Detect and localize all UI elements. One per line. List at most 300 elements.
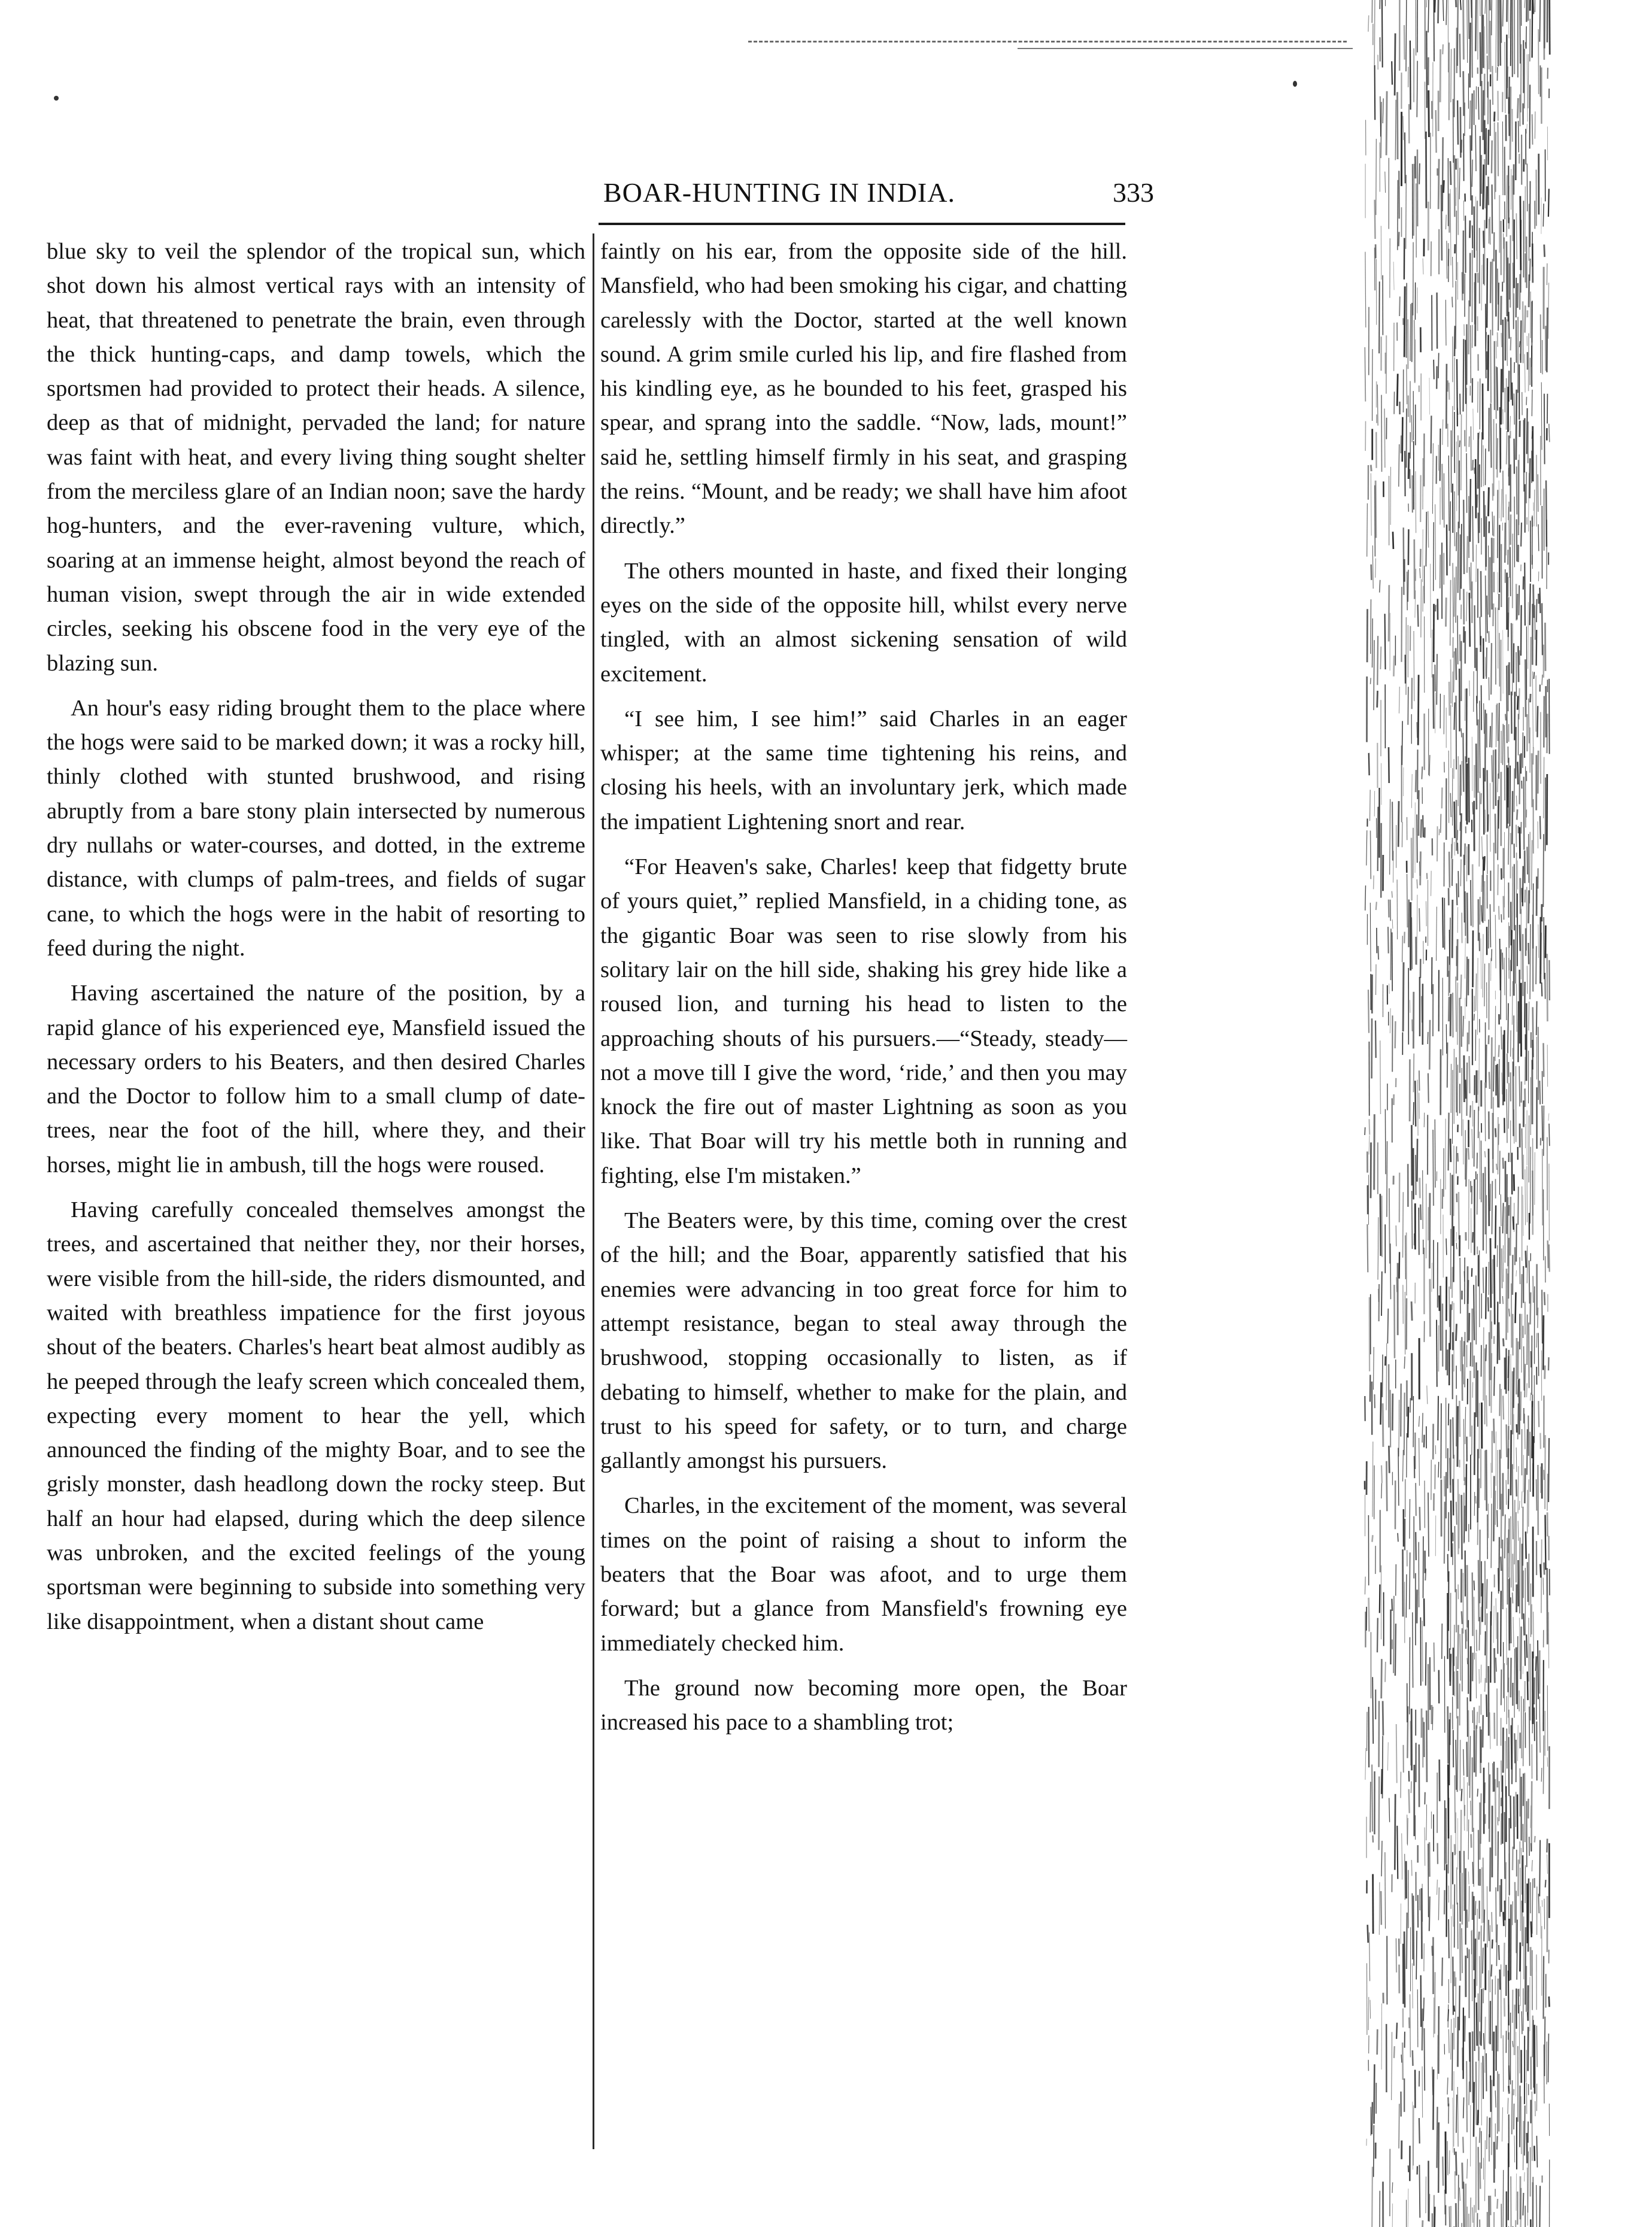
edge-stroke [1411, 838, 1412, 901]
edge-stroke [1377, 384, 1378, 426]
edge-stroke [1538, 924, 1539, 958]
edge-stroke [1424, 1943, 1425, 1971]
edge-stroke [1377, 1618, 1378, 1653]
edge-stroke [1392, 2204, 1393, 2227]
edge-stroke [1450, 580, 1451, 646]
edge-stroke [1539, 2186, 1540, 2227]
edge-stroke [1490, 21, 1491, 72]
column-divider [593, 233, 594, 2149]
edge-stroke [1517, 762, 1518, 785]
edge-stroke [1518, 1466, 1519, 1513]
edge-stroke [1442, 788, 1443, 809]
edge-stroke [1491, 1353, 1492, 1413]
edge-stroke [1467, 536, 1468, 572]
edge-stroke [1525, 890, 1526, 902]
edge-stroke [1463, 71, 1464, 116]
edge-stroke [1394, 1285, 1395, 1358]
edge-stroke [1457, 101, 1458, 145]
edge-stroke [1521, 605, 1522, 656]
edge-stroke [1479, 465, 1480, 533]
edge-stroke [1530, 1392, 1531, 1400]
edge-stroke [1405, 1236, 1406, 1279]
edge-stroke [1475, 1938, 1476, 1997]
edge-stroke [1534, 2146, 1535, 2161]
edge-stroke [1463, 2098, 1464, 2119]
edge-stroke [1516, 1224, 1517, 1262]
edge-stroke [1479, 933, 1480, 951]
edge-stroke [1505, 714, 1506, 721]
edge-stroke [1381, 1272, 1382, 1316]
edge-stroke [1416, 1931, 1417, 1979]
edge-stroke [1444, 1476, 1445, 1497]
edge-stroke [1461, 1810, 1462, 1873]
edge-stroke [1503, 320, 1504, 393]
edge-stroke [1549, 424, 1550, 442]
edge-stroke [1377, 636, 1378, 685]
edge-stroke [1508, 1238, 1509, 1299]
edge-stroke [1370, 2000, 1371, 2019]
edge-stroke [1503, 471, 1504, 517]
edge-stroke [1501, 1761, 1502, 1792]
edge-stroke [1509, 1205, 1510, 1216]
edge-stroke [1472, 325, 1473, 348]
edge-stroke [1426, 901, 1427, 926]
edge-stroke [1438, 0, 1439, 23]
edge-stroke [1412, 1894, 1413, 1960]
edge-stroke [1521, 320, 1522, 363]
edge-stroke [1548, 2034, 1549, 2083]
edge-stroke [1454, 702, 1455, 730]
edge-stroke [1392, 802, 1393, 860]
edge-stroke [1435, 693, 1436, 733]
edge-stroke [1511, 930, 1512, 971]
edge-stroke [1528, 54, 1529, 108]
edge-stroke [1393, 1596, 1394, 1673]
edge-stroke [1508, 826, 1509, 865]
edge-stroke [1544, 1899, 1545, 1929]
edge-stroke [1490, 1238, 1491, 1307]
edge-stroke [1380, 647, 1381, 669]
edge-stroke [1382, 1355, 1383, 1397]
edge-stroke [1402, 2043, 1403, 2080]
edge-stroke [1452, 1301, 1453, 1310]
edge-stroke [1521, 220, 1522, 293]
edge-stroke [1464, 1777, 1465, 1831]
edge-stroke [1450, 189, 1451, 266]
edge-stroke [1483, 1858, 1484, 1923]
edge-stroke [1508, 758, 1509, 824]
edge-stroke [1457, 1406, 1458, 1467]
edge-stroke [1449, 1287, 1450, 1327]
edge-stroke [1514, 1500, 1515, 1564]
edge-stroke [1518, 1380, 1519, 1397]
edge-stroke [1538, 1027, 1539, 1100]
edge-stroke [1467, 1910, 1468, 1928]
edge-stroke [1456, 1243, 1457, 1249]
edge-stroke [1477, 1789, 1478, 1797]
edge-stroke [1478, 1994, 1479, 2061]
edge-stroke [1396, 2023, 1397, 2039]
edge-stroke [1412, 1191, 1413, 1249]
edge-stroke [1501, 914, 1502, 923]
edge-stroke [1491, 1463, 1492, 1498]
edge-stroke [1472, 506, 1473, 562]
edge-stroke [1399, 1252, 1400, 1278]
edge-stroke [1381, 1466, 1382, 1483]
edge-stroke [1479, 432, 1480, 439]
edge-stroke [1385, 1852, 1386, 1929]
edge-stroke [1458, 871, 1459, 897]
edge-stroke [1488, 1297, 1489, 1312]
edge-stroke [1500, 407, 1501, 472]
edge-stroke [1407, 1706, 1408, 1758]
edge-stroke [1483, 2056, 1484, 2099]
edge-stroke [1474, 1110, 1475, 1167]
edge-stroke [1457, 843, 1458, 854]
edge-stroke [1413, 1896, 1414, 1966]
edge-stroke [1389, 1188, 1390, 1264]
edge-stroke [1372, 545, 1373, 588]
edge-stroke [1385, 614, 1386, 669]
edge-stroke [1457, 1671, 1458, 1709]
edge-stroke [1418, 605, 1419, 627]
edge-stroke [1404, 1931, 1405, 2007]
edge-stroke [1527, 2133, 1528, 2164]
edge-stroke [1452, 672, 1453, 707]
edge-stroke [1465, 1407, 1466, 1444]
edge-stroke [1375, 1021, 1376, 1058]
edge-stroke [1510, 1197, 1511, 1255]
edge-stroke [1374, 2064, 1375, 2123]
page-number: 333 [1113, 177, 1154, 208]
edge-stroke [1460, 859, 1461, 886]
edge-stroke [1492, 1940, 1493, 1949]
edge-stroke [1524, 1346, 1525, 1391]
edge-stroke [1456, 1656, 1457, 1719]
edge-stroke [1521, 1627, 1522, 1679]
edge-stroke [1413, 2105, 1414, 2166]
edge-stroke [1396, 1938, 1397, 1973]
edge-stroke [1387, 1742, 1388, 1770]
edge-stroke [1542, 1071, 1543, 1104]
edge-stroke [1426, 0, 1427, 7]
edge-stroke [1466, 2061, 1467, 2132]
edge-stroke [1529, 1261, 1530, 1304]
edge-stroke [1503, 724, 1504, 765]
edge-stroke [1396, 1277, 1397, 1292]
edge-stroke [1444, 1502, 1445, 1564]
edge-stroke [1490, 2076, 1491, 2112]
edge-stroke [1505, 1862, 1506, 1937]
edge-stroke [1419, 163, 1420, 184]
edge-stroke [1509, 1309, 1510, 1316]
edge-stroke [1473, 930, 1474, 987]
edge-stroke [1385, 172, 1386, 193]
edge-stroke [1500, 1970, 1501, 1990]
edge-stroke [1502, 952, 1503, 969]
edge-stroke [1421, 579, 1422, 637]
paragraph: An hour's easy riding brought them to the place where the hogs were said to be marked down; it was a rocky hill, thinly clothed with stunted brushwood, and rising abruptly from a bare stony plain intersected by numerous dry nullahs or water-courses, and dotted, in the extreme distance, with clumps of palm-trees, and fields of sugar cane, to which the hogs were in the habit of resorting to feed during the night. [47, 695, 585, 961]
edge-stroke [1401, 2055, 1402, 2063]
edge-stroke [1547, 1855, 1548, 1874]
edge-stroke [1541, 1768, 1542, 1782]
edge-stroke [1404, 1357, 1405, 1369]
edge-stroke [1517, 283, 1518, 308]
edge-stroke [1437, 2107, 1438, 2168]
edge-stroke [1395, 1624, 1396, 1676]
edge-stroke [1442, 1624, 1443, 1659]
edge-stroke [1392, 2182, 1393, 2193]
edge-stroke [1461, 814, 1462, 857]
edge-stroke [1476, 1725, 1477, 1777]
edge-stroke [1428, 511, 1429, 548]
edge-stroke [1448, 997, 1449, 1021]
edge-stroke [1503, 1339, 1504, 1346]
edge-stroke [1469, 1056, 1470, 1093]
edge-stroke [1423, 1998, 1424, 2021]
edge-stroke [1470, 23, 1471, 88]
edge-stroke [1474, 468, 1475, 474]
edge-stroke [1390, 1243, 1391, 1299]
edge-stroke [1420, 549, 1421, 567]
edge-stroke [1468, 1819, 1469, 1859]
edge-stroke [1547, 1757, 1548, 1767]
edge-stroke [1496, 1925, 1497, 1967]
edge-stroke [1456, 1502, 1457, 1525]
edge-stroke [1547, 1568, 1548, 1645]
edge-stroke [1519, 688, 1520, 720]
edge-stroke [1528, 2027, 1529, 2071]
edge-stroke [1422, 2008, 1423, 2050]
edge-stroke [1532, 1879, 1533, 1934]
edge-stroke [1397, 374, 1398, 406]
edge-stroke [1501, 1027, 1502, 1049]
edge-stroke [1538, 1401, 1539, 1427]
edge-stroke [1419, 2118, 1420, 2144]
edge-stroke [1513, 263, 1514, 329]
edge-stroke [1456, 1324, 1457, 1341]
edge-stroke [1519, 1501, 1520, 1510]
edge-stroke [1497, 2199, 1498, 2208]
edge-stroke [1459, 1494, 1460, 1549]
edge-stroke [1485, 1678, 1486, 1692]
edge-stroke [1495, 2091, 1496, 2107]
edge-stroke [1440, 429, 1441, 481]
edge-stroke [1475, 1030, 1476, 1061]
edge-stroke [1522, 1128, 1523, 1179]
edge-stroke [1407, 874, 1408, 927]
edge-stroke [1449, 383, 1450, 400]
edge-stroke [1448, 1798, 1449, 1873]
edge-stroke [1483, 230, 1484, 248]
header-rule [599, 223, 1125, 225]
edge-stroke [1467, 2159, 1468, 2179]
edge-stroke [1372, 349, 1373, 421]
edge-stroke [1411, 1125, 1412, 1185]
edge-stroke [1408, 529, 1409, 565]
edge-stroke [1408, 2165, 1409, 2172]
edge-stroke [1519, 650, 1520, 665]
edge-stroke [1409, 1771, 1410, 1782]
edge-stroke [1502, 122, 1503, 195]
edge-stroke [1446, 0, 1447, 25]
edge-stroke [1367, 1224, 1368, 1272]
edge-stroke [1428, 1073, 1429, 1103]
edge-stroke [1422, 1413, 1423, 1443]
edge-stroke [1410, 1398, 1411, 1412]
edge-stroke [1422, 2067, 1423, 2118]
edge-stroke [1516, 278, 1517, 317]
edge-stroke [1501, 489, 1502, 521]
edge-stroke [1485, 809, 1486, 833]
edge-stroke [1380, 96, 1381, 136]
edge-stroke [1381, 1196, 1382, 1257]
edge-stroke [1530, 1292, 1531, 1325]
edge-stroke [1527, 54, 1528, 122]
edge-stroke [1448, 751, 1449, 823]
edge-stroke [1485, 0, 1486, 14]
edge-stroke [1473, 409, 1474, 440]
edge-stroke [1496, 1164, 1497, 1170]
edge-stroke [1470, 479, 1471, 542]
edge-stroke [1412, 1964, 1413, 2008]
edge-stroke [1521, 523, 1522, 547]
edge-stroke [1367, 503, 1368, 557]
edge-stroke [1470, 2198, 1471, 2227]
edge-stroke [1486, 1395, 1487, 1427]
edge-stroke [1510, 416, 1511, 430]
edge-stroke [1408, 453, 1409, 479]
edge-stroke [1536, 1333, 1537, 1348]
edge-stroke [1467, 0, 1468, 63]
edge-stroke [1396, 1724, 1397, 1783]
edge-stroke [1545, 326, 1546, 371]
edge-stroke [1409, 2017, 1410, 2028]
edge-stroke [1478, 512, 1479, 543]
edge-stroke [1432, 1707, 1433, 1730]
edge-stroke [1508, 1083, 1509, 1128]
edge-stroke [1461, 414, 1462, 490]
edge-stroke [1497, 1510, 1498, 1527]
edge-stroke [1464, 1851, 1465, 1911]
edge-stroke [1491, 1964, 1492, 1976]
edge-stroke [1435, 504, 1436, 579]
edge-stroke [1508, 507, 1509, 520]
edge-stroke [1472, 460, 1473, 471]
edge-stroke [1428, 1207, 1429, 1240]
edge-stroke [1375, 559, 1376, 578]
edge-stroke [1509, 2065, 1510, 2080]
edge-stroke [1516, 1648, 1517, 1704]
edge-stroke [1540, 816, 1541, 839]
edge-stroke [1502, 2107, 1503, 2141]
edge-stroke [1419, 908, 1420, 932]
edge-stroke [1516, 390, 1517, 460]
edge-stroke [1499, 1384, 1500, 1416]
edge-stroke [1509, 502, 1510, 578]
edge-stroke [1512, 2080, 1513, 2134]
edge-stroke [1389, 1798, 1390, 1822]
edge-stroke [1483, 90, 1484, 140]
edge-stroke [1484, 964, 1485, 1006]
edge-stroke [1419, 1438, 1420, 1486]
edge-stroke [1429, 755, 1430, 776]
edge-stroke [1488, 130, 1489, 165]
edge-stroke [1496, 341, 1497, 359]
edge-stroke [1489, 1332, 1490, 1406]
edge-stroke [1411, 917, 1412, 969]
edge-stroke [1463, 339, 1464, 411]
edge-stroke [1532, 114, 1533, 145]
edge-stroke [1419, 1416, 1420, 1427]
edge-stroke [1480, 2162, 1481, 2189]
edge-stroke [1456, 1232, 1457, 1242]
edge-stroke [1456, 2095, 1457, 2133]
edge-stroke [1417, 1989, 1418, 2047]
edge-stroke [1384, 409, 1385, 468]
edge-stroke [1485, 1082, 1486, 1141]
edge-stroke [1524, 1613, 1525, 1636]
edge-stroke [1465, 1080, 1466, 1099]
edge-stroke [1415, 1081, 1416, 1126]
edge-stroke [1403, 1549, 1404, 1616]
edge-stroke [1538, 524, 1539, 551]
edge-stroke [1440, 49, 1441, 102]
edge-stroke [1495, 814, 1496, 853]
edge-stroke [1536, 2185, 1537, 2227]
edge-stroke [1494, 1367, 1495, 1396]
edge-stroke [1513, 1617, 1514, 1647]
edge-stroke [1385, 1109, 1386, 1175]
edge-stroke [1373, 1874, 1374, 1934]
edge-stroke [1368, 1997, 1369, 2030]
edge-stroke [1421, 820, 1422, 838]
edge-stroke [1450, 1304, 1451, 1350]
edge-stroke [1476, 1653, 1477, 1698]
edge-stroke [1415, 339, 1416, 382]
edge-stroke [1457, 2017, 1458, 2067]
edge-stroke [1372, 1442, 1373, 1517]
edge-stroke [1544, 0, 1545, 48]
edge-stroke [1393, 656, 1394, 676]
edge-stroke [1465, 340, 1466, 404]
edge-stroke [1376, 139, 1377, 215]
edge-stroke [1520, 878, 1521, 914]
edge-stroke [1454, 1775, 1455, 1833]
edge-stroke [1419, 1070, 1420, 1091]
edge-stroke [1457, 0, 1458, 66]
edge-stroke [1466, 957, 1467, 1006]
edge-stroke [1523, 2121, 1524, 2170]
edge-stroke [1491, 403, 1492, 468]
edge-stroke [1483, 15, 1484, 68]
edge-stroke [1406, 0, 1407, 71]
edge-stroke [1489, 1072, 1490, 1089]
edge-stroke [1419, 2165, 1420, 2217]
edge-stroke [1377, 691, 1378, 708]
edge-stroke [1457, 2087, 1458, 2147]
edge-stroke [1404, 1392, 1405, 1455]
edge-stroke [1538, 1894, 1539, 1913]
edge-stroke [1479, 1932, 1480, 1940]
edge-stroke [1463, 500, 1464, 574]
edge-stroke [1467, 1658, 1468, 1664]
edge-stroke [1410, 41, 1411, 110]
edge-stroke [1446, 215, 1447, 230]
edge-stroke [1477, 958, 1478, 1035]
edge-stroke [1549, 1997, 1550, 2007]
edge-stroke [1516, 320, 1517, 363]
